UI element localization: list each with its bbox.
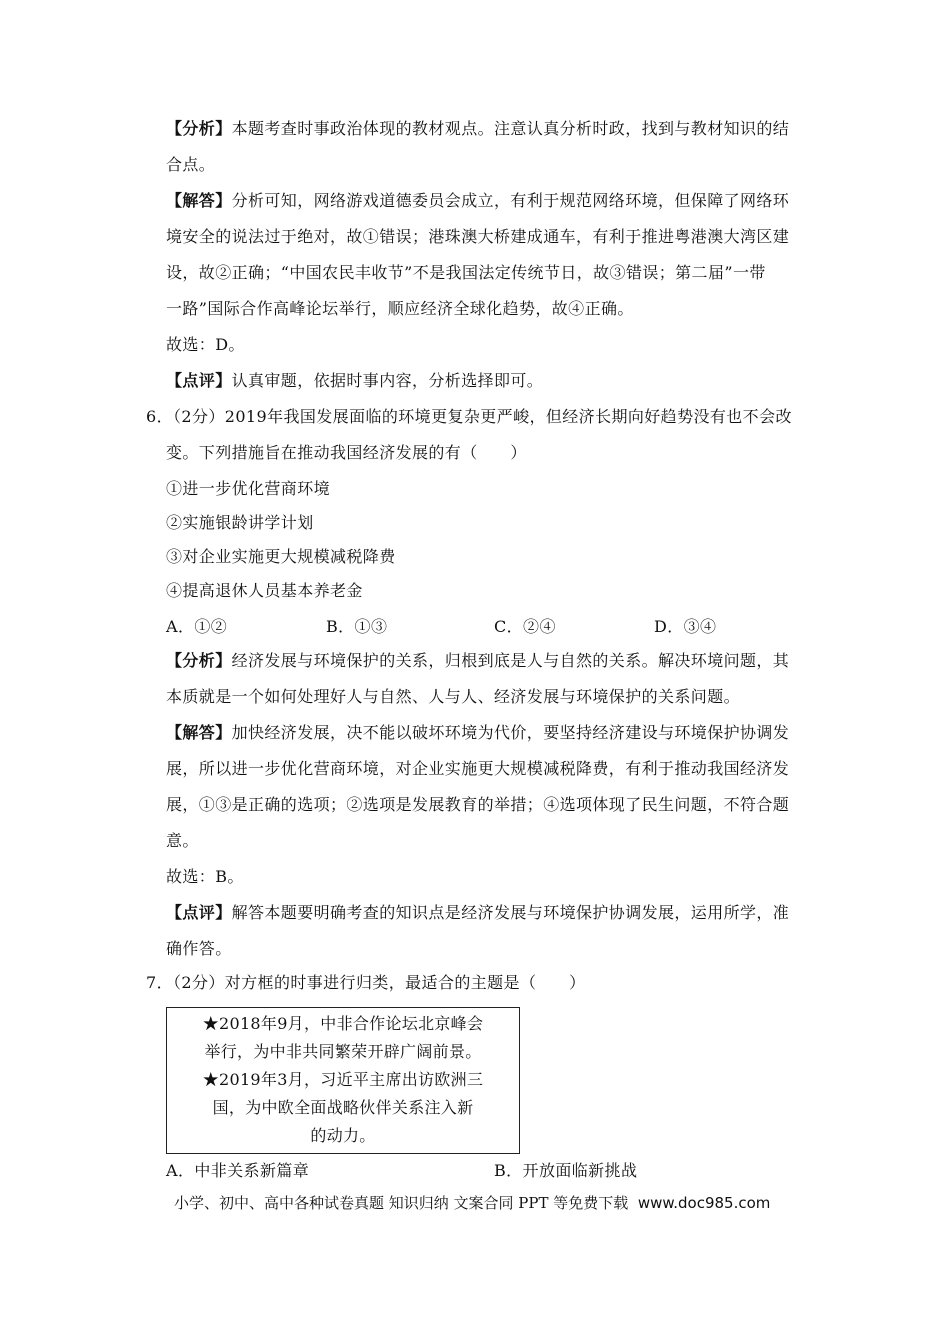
q5-answer-line-3: 设，故②正确；“中国农民丰收节”不是我国法定传统节日，故③错误；第二届”一带: [166, 263, 766, 282]
q7-box-line: 的动力。: [310, 1126, 376, 1145]
q5-analysis-line-1: 【分析】本题考查时事政治体现的教材观点。注意认真分析时政，找到与教材知识的结: [166, 119, 790, 138]
analysis-tag: 【分析】: [166, 119, 232, 138]
review-tag: 【点评】: [166, 903, 232, 922]
q5-answer-line-2: 境安全的说法过于绝对，故①错误；港珠澳大桥建成通车，有利于推进粤港澳大湾区建: [166, 227, 790, 246]
q5-review-line-1: 【点评】认真审题，依据时事内容，分析选择即可。: [166, 371, 544, 390]
page-footer: [174, 1192, 770, 1214]
footer-link[interactable]: www.doc985.com: [637, 1194, 771, 1212]
review-tag: 【点评】: [166, 371, 232, 390]
q6-analysis-line-2: 本质就是一个如何处理好人与自然、人与人、经济发展与环境保护的关系问题。: [166, 687, 741, 706]
answer-tag: 【解答】: [166, 191, 232, 210]
answer-tag: 【解答】: [166, 723, 232, 742]
q6-option-d: D．③④: [654, 617, 717, 636]
q6-stem-line-2: 变。下列措施旨在推动我国经济发展的有（ ）: [166, 443, 527, 462]
q5-answer-line-4: 一路”国际合作高峰论坛举行，顺应经济全球化趋势，故④正确。: [166, 299, 634, 318]
q7-box-line: 举行，为中非共同繁荣开辟广阔前景。: [204, 1042, 482, 1061]
q7-stem: 7．（2分）对方框的时事进行归类，最适合的主题是（ ）: [146, 973, 586, 992]
footer-text: 小学、初中、高中各种试卷真题 知识归纳 文案合同 PPT 等免费下载: [174, 1194, 629, 1212]
q6-option-b: B．①③: [326, 617, 388, 636]
q6-item: ③对企业实施更大规模减税降费: [166, 547, 396, 566]
q6-analysis-line-1: 【分析】经济发展与环境保护的关系，归根到底是人与自然的关系。解决环境问题，其: [166, 651, 790, 670]
q6-answer-line-2: 展，所以进一步优化营商环境，对企业实施更大规模减税降费，有利于推动我国经济发: [166, 759, 790, 778]
analysis-tag: 【分析】: [166, 651, 232, 670]
q6-option-a: A．①②: [166, 617, 228, 636]
q6-item: ④提高退休人员基本养老金: [166, 581, 363, 600]
q7-box-line: ★2018年9月，中非合作论坛北京峰会: [202, 1014, 484, 1033]
q5-choice: 故选：D。: [166, 335, 245, 354]
q6-review-line-2: 确作答。: [166, 939, 232, 958]
q6-answer-line-1: 【解答】加快经济发展，决不能以破坏环境为代价，要坚持经济建设与环境保护协调发: [166, 723, 790, 742]
q6-choice: 故选：B。: [166, 867, 244, 886]
q7-option-a: A．中非关系新篇章: [166, 1161, 310, 1180]
q5-analysis-line-2: 合点。: [166, 155, 216, 174]
q6-item: ①进一步优化营商环境: [166, 479, 331, 498]
q6-review-line-1: 【点评】解答本题要明确考查的知识点是经济发展与环境保护协调发展，运用所学，准: [166, 903, 790, 922]
q6-stem-line-1: 6．（2分）2019年我国发展面临的环境更复杂更严峻，但经济长期向好趋势没有也不会改: [146, 407, 792, 426]
q7-box-line: 国，为中欧全面战略伙伴关系注入新: [212, 1098, 474, 1117]
q6-answer-line-3: 展，①③是正确的选项；②选项是发展教育的举措；④选项体现了民生问题，不符合题: [166, 795, 790, 814]
q7-box-line: ★2019年3月，习近平主席出访欧洲三: [202, 1070, 484, 1089]
q5-answer-line-1: 【解答】分析可知，网络游戏道德委员会成立，有利于规范网络环境，但保障了网络环: [166, 191, 790, 210]
q6-answer-line-4: 意。: [166, 831, 199, 850]
q6-option-c: C．②④: [494, 617, 556, 636]
q7-option-b: B．开放面临新挑战: [494, 1161, 638, 1180]
q7-news-box: [166, 1007, 520, 1154]
q6-item: ②实施银龄讲学计划: [166, 513, 314, 532]
